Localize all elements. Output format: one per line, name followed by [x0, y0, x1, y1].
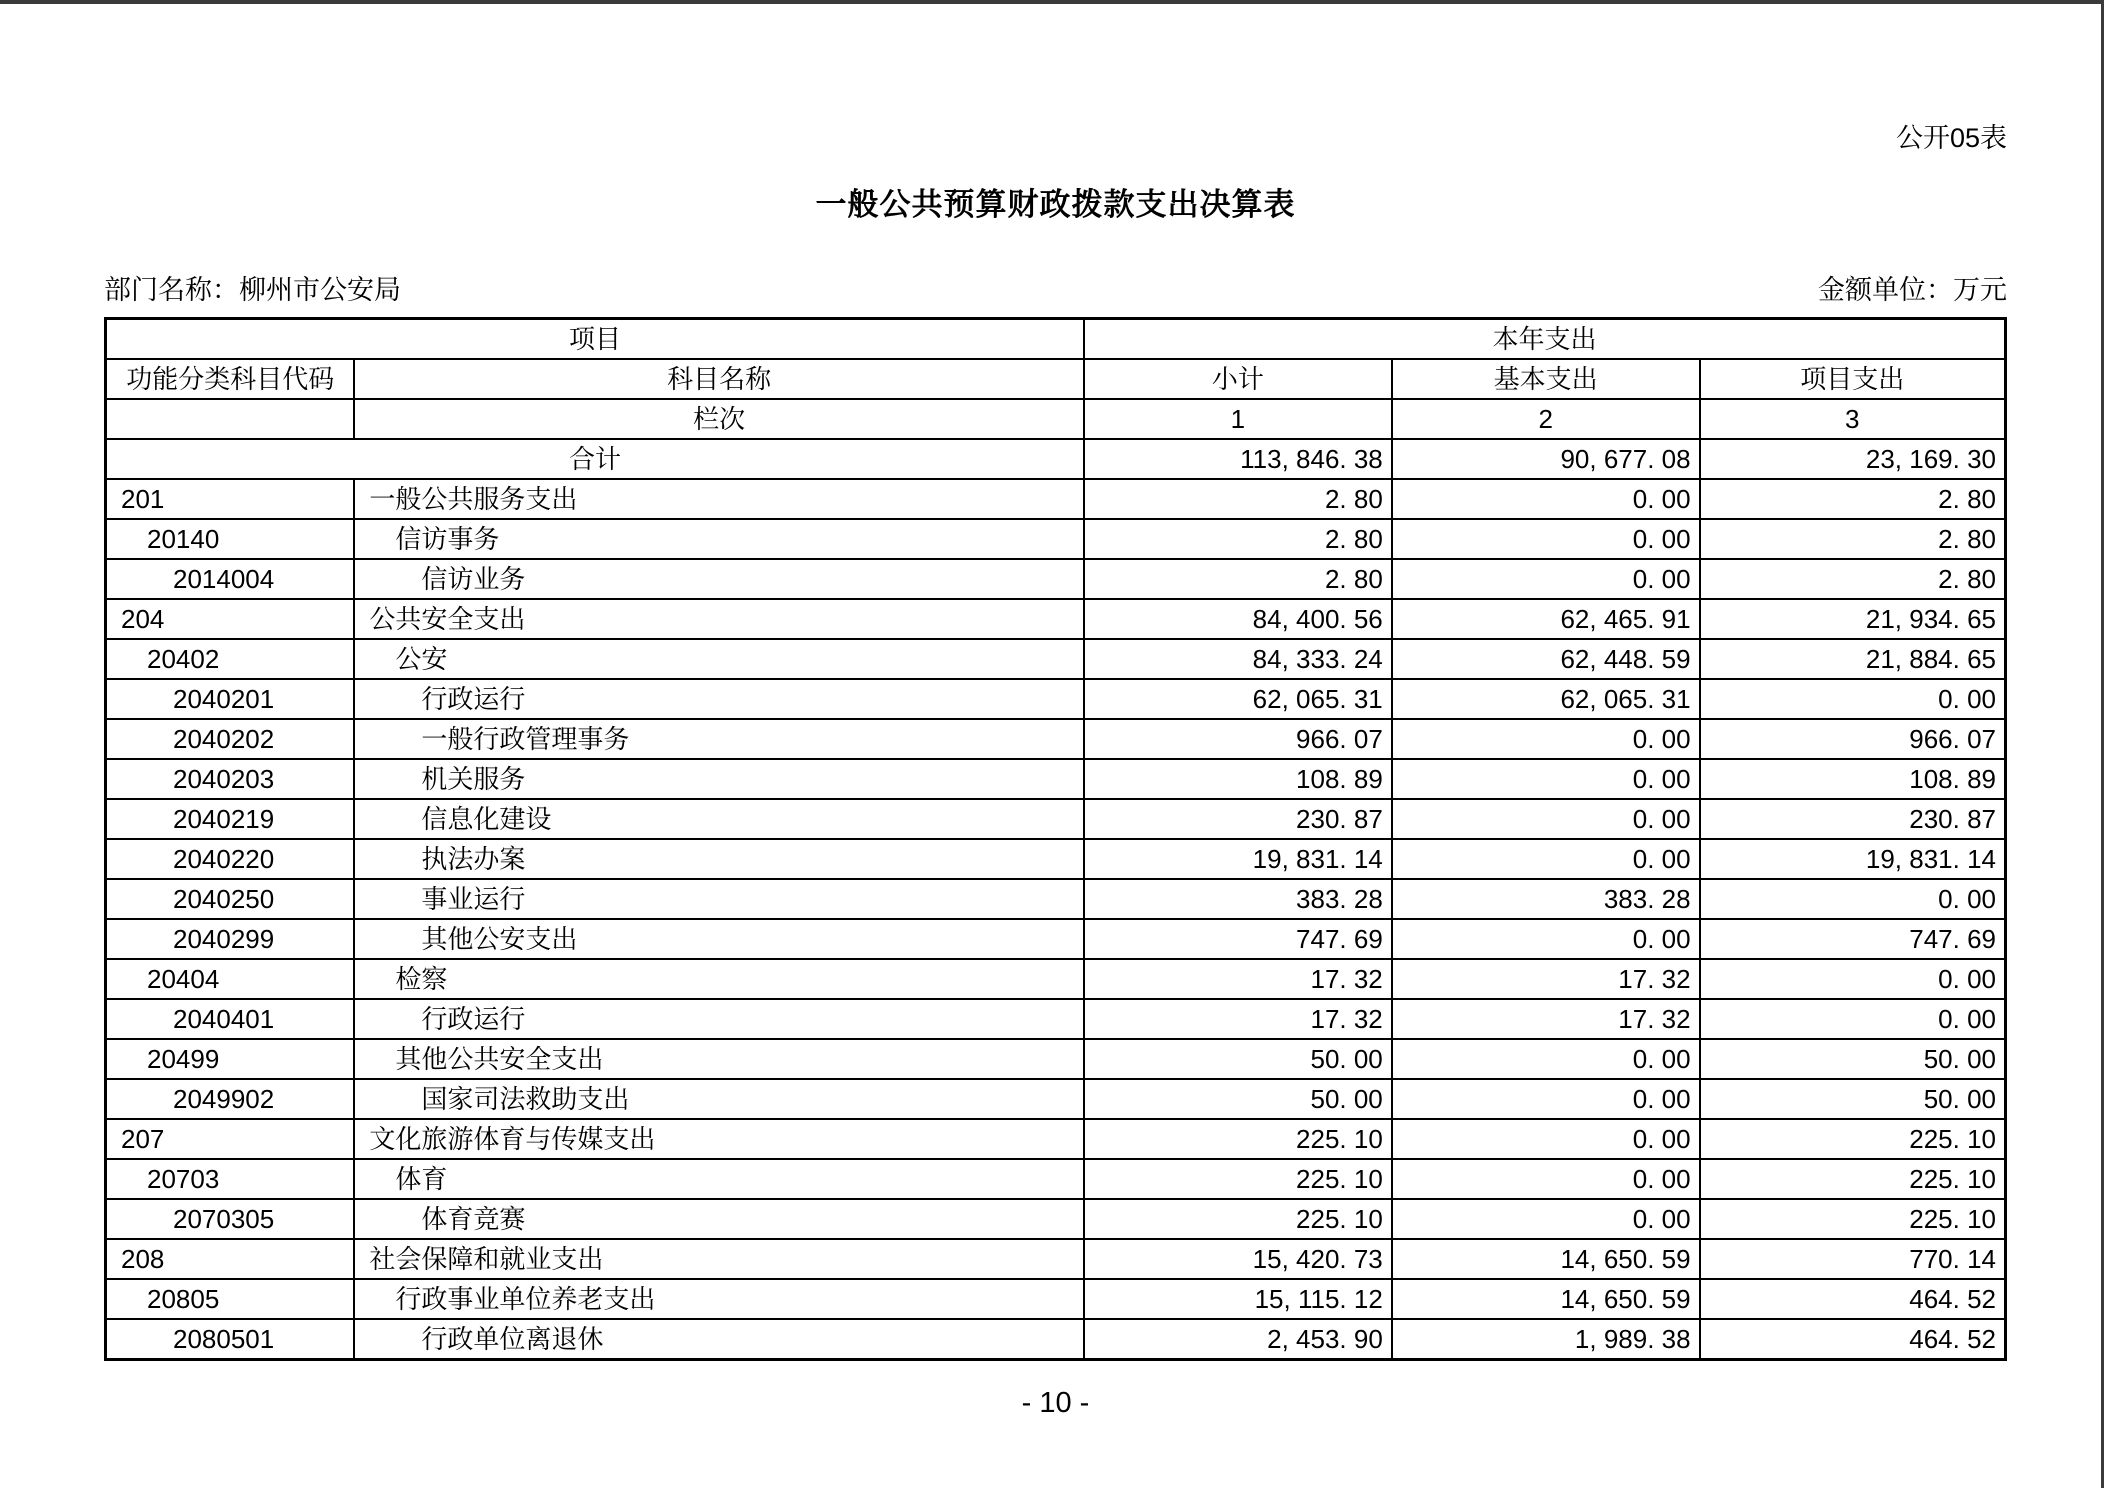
- subtotal-cell: 84, 333. 24: [1084, 639, 1392, 679]
- project-cell: 225. 10: [1700, 1199, 2006, 1239]
- code-cell: 2080501: [106, 1319, 355, 1360]
- name-cell: 公安: [354, 639, 1084, 679]
- basic-cell: 62, 448. 59: [1392, 639, 1700, 679]
- code-cell: 20140: [106, 519, 355, 559]
- basic-cell: 0. 00: [1392, 1039, 1700, 1079]
- code-cell: 2040220: [106, 839, 355, 879]
- subtotal-cell: 966. 07: [1084, 719, 1392, 759]
- total-subtotal: 113, 846. 38: [1084, 439, 1392, 479]
- project-cell: 2. 80: [1700, 519, 2006, 559]
- table-row: [106, 719, 2006, 759]
- project-cell: 50. 00: [1700, 1039, 2006, 1079]
- code-cell: 20805: [106, 1279, 355, 1319]
- code-cell: 2040201: [106, 679, 355, 719]
- header-row-groups: [106, 319, 2006, 360]
- name-cell: 其他公共安全支出: [354, 1039, 1084, 1079]
- basic-cell: 17. 32: [1392, 999, 1700, 1039]
- header-blank-cell: [106, 399, 355, 439]
- code-cell: 20703: [106, 1159, 355, 1199]
- subtotal-cell: 50. 00: [1084, 1079, 1392, 1119]
- table-row: [106, 559, 2006, 599]
- project-cell: 464. 52: [1700, 1319, 2006, 1360]
- budget-table: [104, 317, 2007, 1361]
- table-row: [106, 999, 2006, 1039]
- header-col-1: 1: [1084, 399, 1392, 439]
- project-cell: 464. 52: [1700, 1279, 2006, 1319]
- name-cell: 检察: [354, 959, 1084, 999]
- name-cell: 事业运行: [354, 879, 1084, 919]
- table-row: [106, 1039, 2006, 1079]
- subtotal-cell: 2. 80: [1084, 479, 1392, 519]
- code-cell: 20404: [106, 959, 355, 999]
- code-cell: 204: [106, 599, 355, 639]
- code-cell: 207: [106, 1119, 355, 1159]
- name-cell: 行政运行: [354, 679, 1084, 719]
- basic-cell: 383. 28: [1392, 879, 1700, 919]
- header-code: 功能分类科目代码: [106, 359, 355, 399]
- project-cell: 2. 80: [1700, 559, 2006, 599]
- basic-cell: 0. 00: [1392, 559, 1700, 599]
- basic-cell: 0. 00: [1392, 519, 1700, 559]
- table-row: [106, 479, 2006, 519]
- subtotal-cell: 17. 32: [1084, 999, 1392, 1039]
- project-cell: 225. 10: [1700, 1119, 2006, 1159]
- name-cell: 体育: [354, 1159, 1084, 1199]
- subtotal-cell: 108. 89: [1084, 759, 1392, 799]
- name-cell: 体育竞赛: [354, 1199, 1084, 1239]
- subtotal-cell: 225. 10: [1084, 1159, 1392, 1199]
- name-cell: 行政运行: [354, 999, 1084, 1039]
- subtotal-cell: 225. 10: [1084, 1119, 1392, 1159]
- project-cell: 0. 00: [1700, 879, 2006, 919]
- name-cell: 行政单位离退休: [354, 1319, 1084, 1360]
- basic-cell: 0. 00: [1392, 1159, 1700, 1199]
- table-row: [106, 839, 2006, 879]
- subtotal-cell: 230. 87: [1084, 799, 1392, 839]
- table-row: [106, 1079, 2006, 1119]
- basic-cell: 0. 00: [1392, 839, 1700, 879]
- subtotal-cell: 15, 420. 73: [1084, 1239, 1392, 1279]
- name-cell: 执法办案: [354, 839, 1084, 879]
- name-cell: 国家司法救助支出: [354, 1079, 1084, 1119]
- project-cell: 19, 831. 14: [1700, 839, 2006, 879]
- code-cell: 2070305: [106, 1199, 355, 1239]
- project-cell: 2. 80: [1700, 479, 2006, 519]
- name-cell: 行政事业单位养老支出: [354, 1279, 1084, 1319]
- table-row: [106, 1159, 2006, 1199]
- basic-cell: 0. 00: [1392, 1079, 1700, 1119]
- basic-cell: 62, 465. 91: [1392, 599, 1700, 639]
- name-cell: 文化旅游体育与传媒支出: [354, 1119, 1084, 1159]
- basic-cell: 0. 00: [1392, 1199, 1700, 1239]
- project-cell: 0. 00: [1700, 959, 2006, 999]
- header-subtotal: 小计: [1084, 359, 1392, 399]
- project-cell: 966. 07: [1700, 719, 2006, 759]
- name-cell: 机关服务: [354, 759, 1084, 799]
- table-row: [106, 759, 2006, 799]
- department-name: 部门名称：柳州市公安局: [104, 275, 401, 305]
- total-project: 23, 169. 30: [1700, 439, 2006, 479]
- project-cell: 21, 934. 65: [1700, 599, 2006, 639]
- project-cell: 21, 884. 65: [1700, 639, 2006, 679]
- basic-cell: 1, 989. 38: [1392, 1319, 1700, 1360]
- name-cell: 公共安全支出: [354, 599, 1084, 639]
- table-body: [106, 439, 2006, 1360]
- table-row: [106, 599, 2006, 639]
- code-cell: 2049902: [106, 1079, 355, 1119]
- basic-cell: 0. 00: [1392, 759, 1700, 799]
- basic-cell: 0. 00: [1392, 719, 1700, 759]
- name-cell: 其他公安支出: [354, 919, 1084, 959]
- subtotal-cell: 19, 831. 14: [1084, 839, 1392, 879]
- code-cell: 2014004: [106, 559, 355, 599]
- project-cell: 50. 00: [1700, 1079, 2006, 1119]
- project-cell: 0. 00: [1700, 999, 2006, 1039]
- subtotal-cell: 383. 28: [1084, 879, 1392, 919]
- total-basic: 90, 677. 08: [1392, 439, 1700, 479]
- project-cell: 230. 87: [1700, 799, 2006, 839]
- table-row: [106, 1279, 2006, 1319]
- basic-cell: 17. 32: [1392, 959, 1700, 999]
- table-row: [106, 799, 2006, 839]
- project-cell: 108. 89: [1700, 759, 2006, 799]
- basic-cell: 14, 650. 59: [1392, 1239, 1700, 1279]
- header-basic: 基本支出: [1392, 359, 1700, 399]
- table-row: [106, 1119, 2006, 1159]
- subtotal-cell: 84, 400. 56: [1084, 599, 1392, 639]
- total-label: 合计: [106, 439, 1084, 479]
- header-column-label: 栏次: [354, 399, 1084, 439]
- page-title: 一般公共预算财政拨款支出决算表: [815, 187, 1296, 222]
- page-number: - 10 -: [1021, 1387, 1090, 1419]
- code-cell: 201: [106, 479, 355, 519]
- header-col-2: 2: [1392, 399, 1700, 439]
- header-row-columns: [106, 359, 2006, 399]
- subtotal-cell: 15, 115. 12: [1084, 1279, 1392, 1319]
- code-cell: 2040299: [106, 919, 355, 959]
- code-cell: 2040250: [106, 879, 355, 919]
- name-cell: 信息化建设: [354, 799, 1084, 839]
- code-cell: 20402: [106, 639, 355, 679]
- code-cell: 2040202: [106, 719, 355, 759]
- total-row: [106, 439, 2006, 479]
- basic-cell: 14, 650. 59: [1392, 1279, 1700, 1319]
- basic-cell: 0. 00: [1392, 799, 1700, 839]
- table-row: [106, 1319, 2006, 1360]
- header-name: 科目名称: [354, 359, 1084, 399]
- table-row: [106, 879, 2006, 919]
- form-number: 公开05表: [1895, 123, 2007, 153]
- basic-cell: 62, 065. 31: [1392, 679, 1700, 719]
- code-cell: 2040203: [106, 759, 355, 799]
- subtotal-cell: 2. 80: [1084, 559, 1392, 599]
- subtotal-cell: 747. 69: [1084, 919, 1392, 959]
- code-cell: 2040219: [106, 799, 355, 839]
- header-row-indices: [106, 399, 2006, 439]
- header-col-3: 3: [1700, 399, 2006, 439]
- basic-cell: 0. 00: [1392, 919, 1700, 959]
- subtotal-cell: 62, 065. 31: [1084, 679, 1392, 719]
- header-year-group: 本年支出: [1084, 319, 2006, 360]
- basic-cell: 0. 00: [1392, 479, 1700, 519]
- code-cell: 2040401: [106, 999, 355, 1039]
- code-cell: 208: [106, 1239, 355, 1279]
- subtotal-cell: 50. 00: [1084, 1039, 1392, 1079]
- code-cell: 20499: [106, 1039, 355, 1079]
- project-cell: 0. 00: [1700, 679, 2006, 719]
- basic-cell: 0. 00: [1392, 1119, 1700, 1159]
- table-row: [106, 679, 2006, 719]
- name-cell: 一般公共服务支出: [354, 479, 1084, 519]
- project-cell: 747. 69: [1700, 919, 2006, 959]
- table-row: [106, 519, 2006, 559]
- header-item-group: 项目: [106, 319, 1084, 360]
- subtotal-cell: 2, 453. 90: [1084, 1319, 1392, 1360]
- subtotal-cell: 2. 80: [1084, 519, 1392, 559]
- header-project: 项目支出: [1700, 359, 2006, 399]
- project-cell: 770. 14: [1700, 1239, 2006, 1279]
- name-cell: 信访事务: [354, 519, 1084, 559]
- subtotal-cell: 17. 32: [1084, 959, 1392, 999]
- subtotal-cell: 225. 10: [1084, 1199, 1392, 1239]
- unit-label: 金额单位：万元: [1818, 275, 2007, 305]
- table-row: [106, 639, 2006, 679]
- name-cell: 一般行政管理事务: [354, 719, 1084, 759]
- name-cell: 信访业务: [354, 559, 1084, 599]
- table-row: [106, 1199, 2006, 1239]
- table-row: [106, 1239, 2006, 1279]
- name-cell: 社会保障和就业支出: [354, 1239, 1084, 1279]
- table-row: [106, 919, 2006, 959]
- project-cell: 225. 10: [1700, 1159, 2006, 1199]
- meta-row: [104, 268, 2007, 307]
- table-row: [106, 959, 2006, 999]
